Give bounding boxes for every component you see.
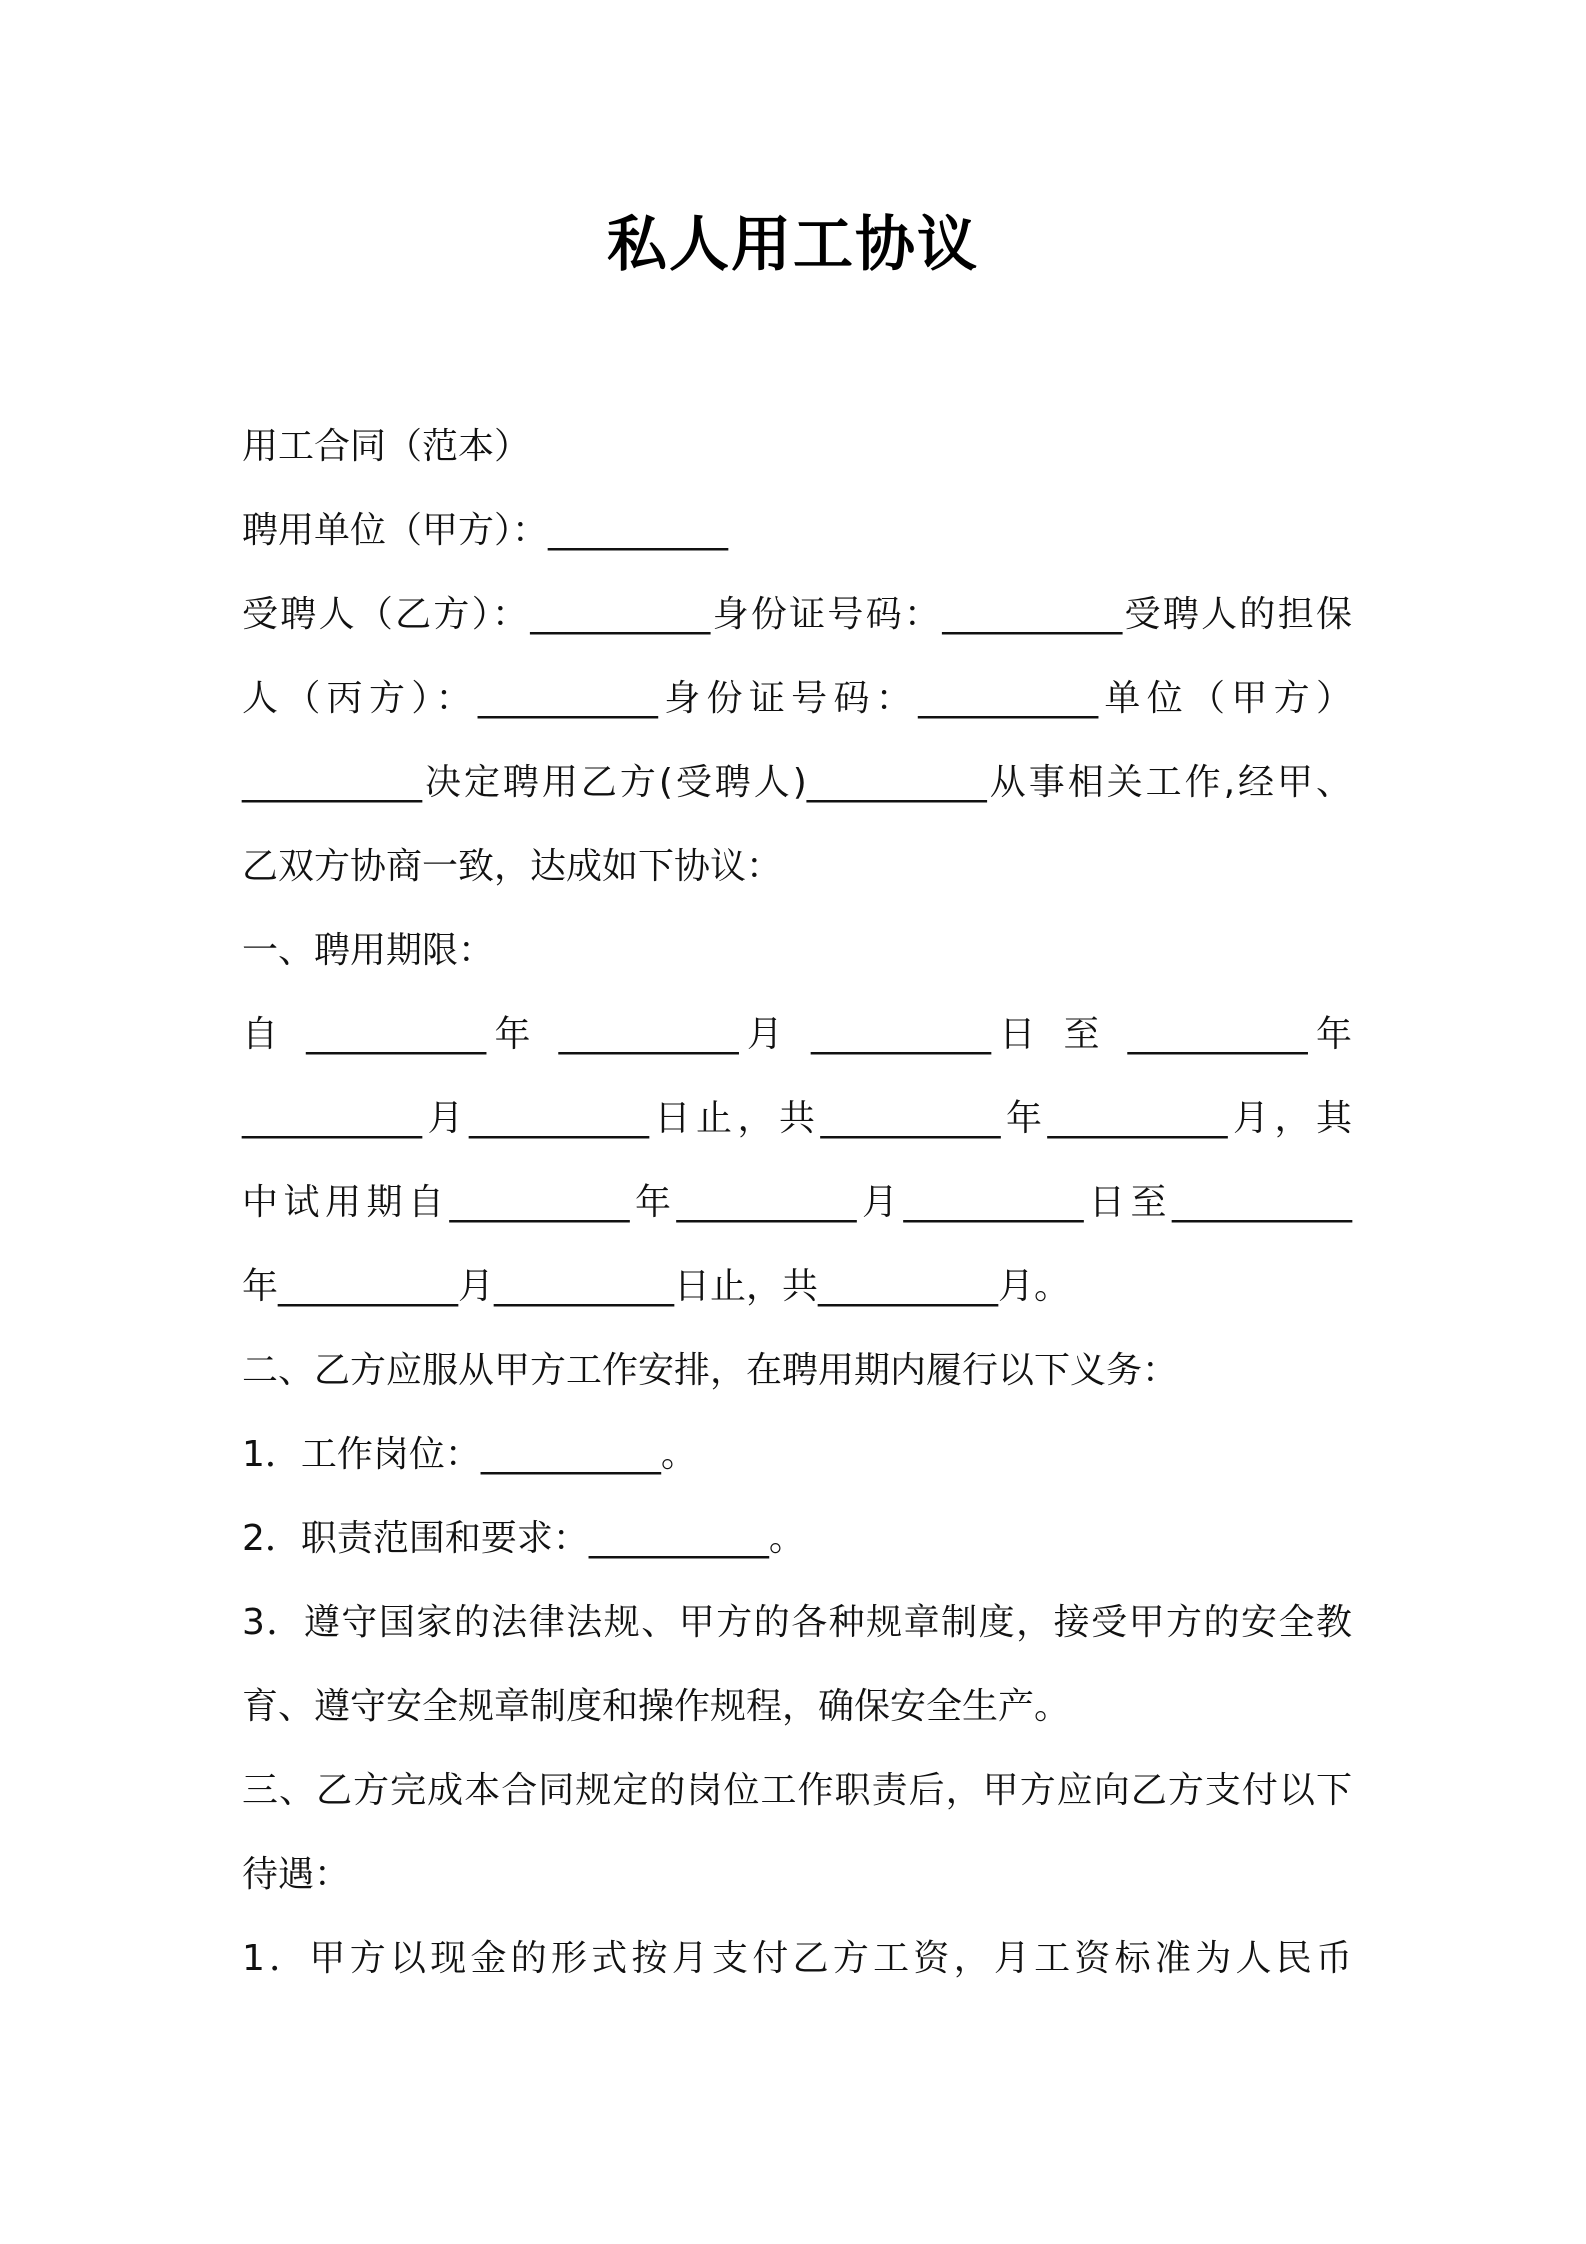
paragraph-line: 人（丙方）：__________身份证号码：__________单位（甲方）: [242, 678, 1352, 719]
list-item: 2．职责范围和要求：__________。: [242, 1518, 805, 1559]
clause-heading-term: 一、聘用期限：: [242, 930, 495, 971]
paragraph-line: __________月__________日止，共__________年__________月，其: [242, 1098, 1352, 1139]
paragraph-line: 乙双方协商一致，达成如下协议：: [242, 846, 783, 887]
list-item: 3．遵守国家的法律法规、甲方的各种规章制度，接受甲方的安全教: [242, 1602, 1352, 1643]
paragraph-line: 受聘人（乙方）：__________身份证号码：__________受聘人的担保: [242, 594, 1352, 635]
paragraph-line: 中试用期自__________年__________月__________日至__________: [242, 1182, 1352, 1223]
paragraph-line: __________决定聘用乙方(受聘人)__________从事相关工作,经甲、: [242, 762, 1352, 803]
document-body: [242, 405, 1352, 2001]
section-heading: 用工合同（范本）: [242, 426, 531, 467]
list-item: 1．甲方以现金的形式按月支付乙方工资，月工资标准为人民币: [242, 1938, 1352, 1979]
employer-field-line: 聘用单位（甲方）：__________: [242, 510, 729, 551]
document-title: 私人用工协议: [607, 210, 979, 280]
paragraph-line: 育、遵守安全规章制度和操作规程，确保安全生产。: [242, 1686, 1071, 1727]
paragraph-line: 年__________月__________日止，共__________月。: [242, 1266, 1071, 1307]
paragraph-line: 待遇：: [242, 1854, 351, 1895]
clause-heading-duties: 二、乙方应服从甲方工作安排，在聘用期内履行以下义务：: [242, 1350, 1179, 1391]
paragraph-line: 自 __________年 __________月 __________日 至 __________年: [242, 1014, 1352, 1055]
clause-heading-compensation: 三、乙方完成本合同规定的岗位工作职责后，甲方应向乙方支付以下: [242, 1770, 1352, 1811]
list-item: 1．工作岗位：__________。: [242, 1434, 697, 1475]
